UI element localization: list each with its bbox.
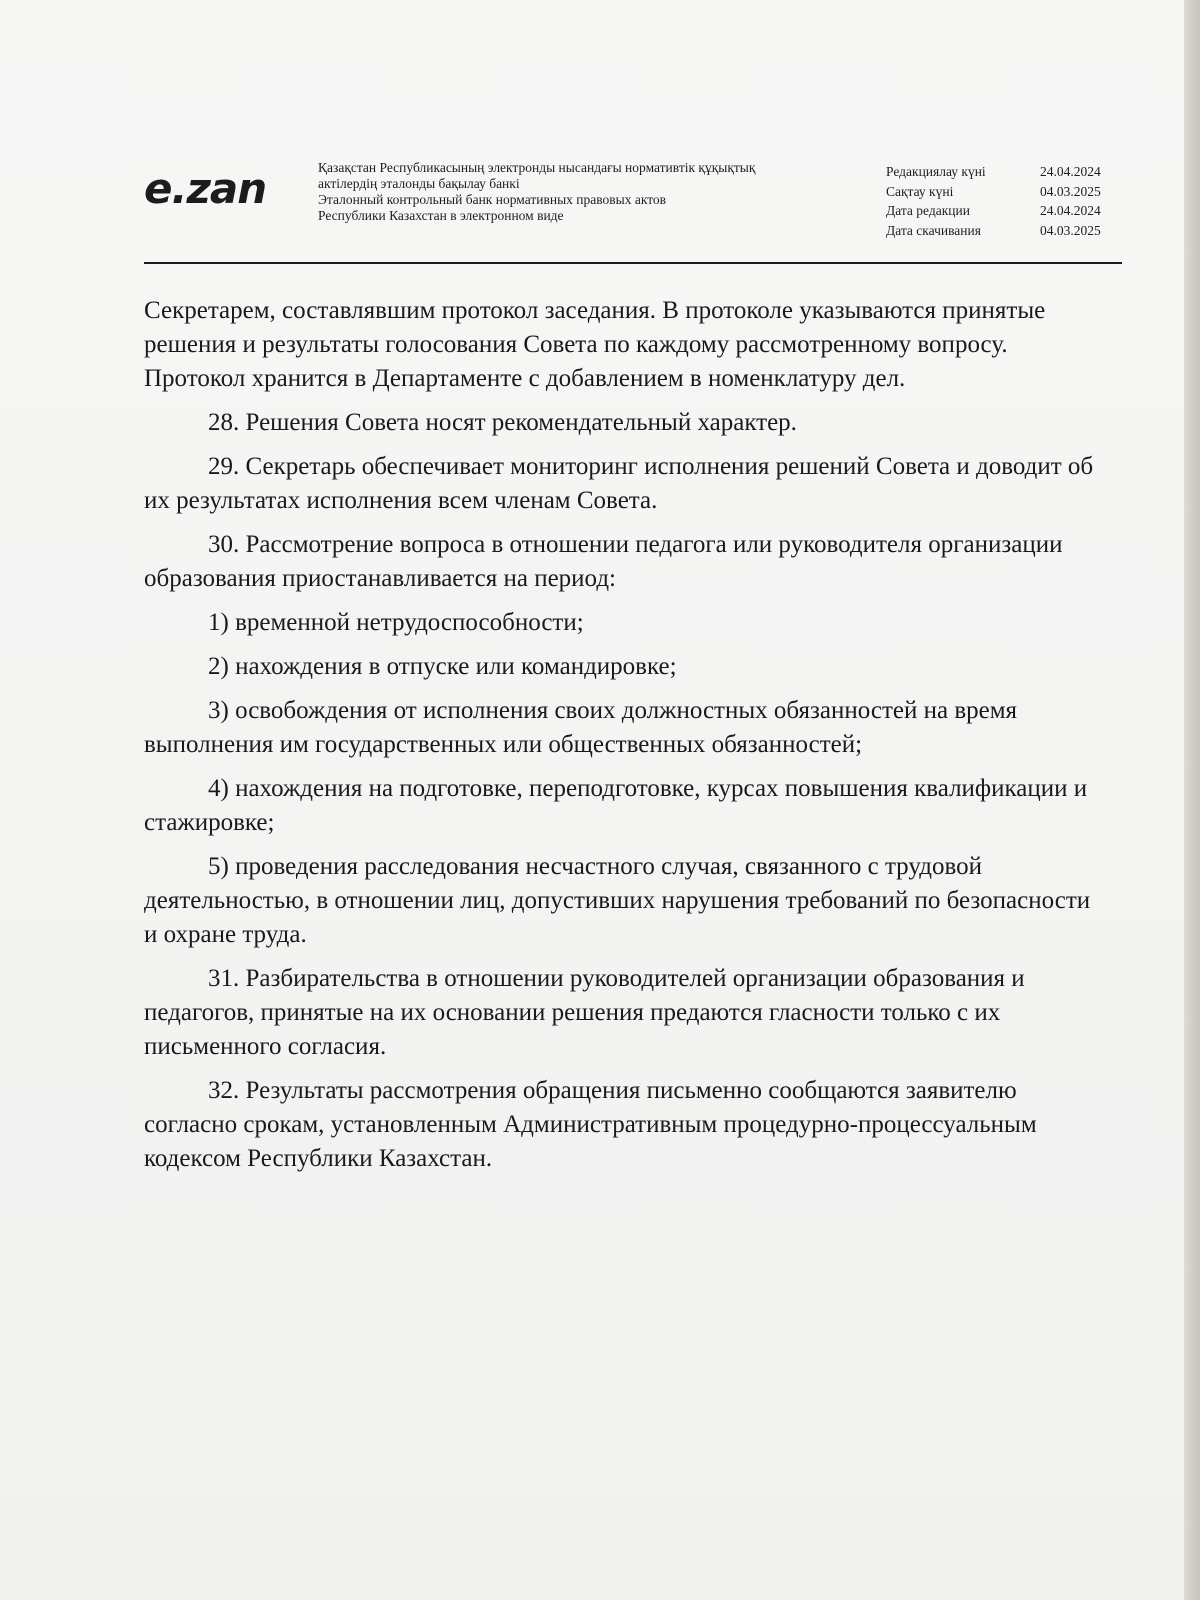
meta-row-save-date-kz — [886, 182, 1122, 202]
meta-label: Сақтау күні — [886, 183, 954, 199]
paragraph-31: 31. Разбирательства в отношении руководителей организации образования и педагогов, принятые на их основании решения предаются гласности только с их письменного согласия. — [144, 965, 1025, 1060]
paragraph-continuation: Секретарем, составлявшим протокол заседания. В протоколе указываются принятые решения и результаты голосования Совета по каждому рассмотренному вопросу. Протокол хранится в Департаменте с добавлением в номенклатуру дел. — [144, 297, 1046, 392]
page-edge-shadow — [1184, 0, 1200, 1600]
paragraph-30: 30. Рассмотрение вопроса в отношении педагога или руководителя организации образования приостанавливается на период: — [144, 531, 1063, 592]
document-body — [144, 294, 1104, 1186]
header-divider — [144, 262, 1122, 264]
meta-value: 24.04.2024 — [1040, 164, 1101, 179]
document-dates — [886, 162, 1122, 240]
list-item-3: 3) освобождения от исполнения своих должностных обязанностей на время выполнения им государственных или общественных обязанностей; — [144, 697, 1018, 758]
registry-description-line: Эталонный контрольный банк нормативных правовых актов — [318, 192, 667, 207]
meta-value: 04.03.2025 — [1040, 222, 1101, 238]
list-item-4: 4) нахождения на подготовке, переподготовке, курсах повышения квалификации и стажировке; — [144, 775, 1088, 836]
meta-value: 24.04.2024 — [1040, 203, 1101, 218]
registry-description — [318, 160, 858, 224]
meta-value: 04.03.2025 — [1040, 183, 1101, 199]
meta-label: Редакциялау күні — [886, 164, 986, 179]
list-item-5: 5) проведения расследования несчастного случая, связанного с трудовой деятельностью, в отношении лиц, допустивших нарушения требований по безопасности и охране труда. — [144, 853, 1091, 948]
meta-label: Дата редакции — [886, 203, 970, 218]
meta-row-edit-date-kz — [886, 162, 1122, 182]
list-item-2: 2) нахождения в отпуске или командировке; — [208, 653, 677, 680]
registry-description-line: Республики Казахстан в электронном виде — [318, 208, 564, 223]
list-item-1: 1) временной нетрудоспособности; — [208, 609, 584, 636]
paragraph-29: 29. Секретарь обеспечивает мониторинг исполнения решений Совета и доводит об их результатах исполнения всем членам Совета. — [144, 453, 1094, 514]
document-header — [144, 160, 1122, 260]
paragraph-28: 28. Решения Совета носят рекомендательный характер. — [208, 409, 797, 436]
registry-description-line: Қазақстан Республикасының электронды нысандағы нормативтік құқықтық — [318, 160, 756, 175]
meta-label: Дата скачивания — [886, 222, 981, 238]
paragraph-32: 32. Результаты рассмотрения обращения письменно сообщаются заявителю согласно срокам, установленным Административным процедурно-процессуальным кодексом Республики Казахстан. — [144, 1077, 1037, 1172]
meta-row-download-date-ru — [886, 221, 1122, 241]
ezan-logo: e.zan — [144, 164, 267, 213]
registry-description-line: актілердің эталонды бақылау банкі — [318, 176, 520, 191]
meta-row-edit-date-ru — [886, 201, 1122, 221]
